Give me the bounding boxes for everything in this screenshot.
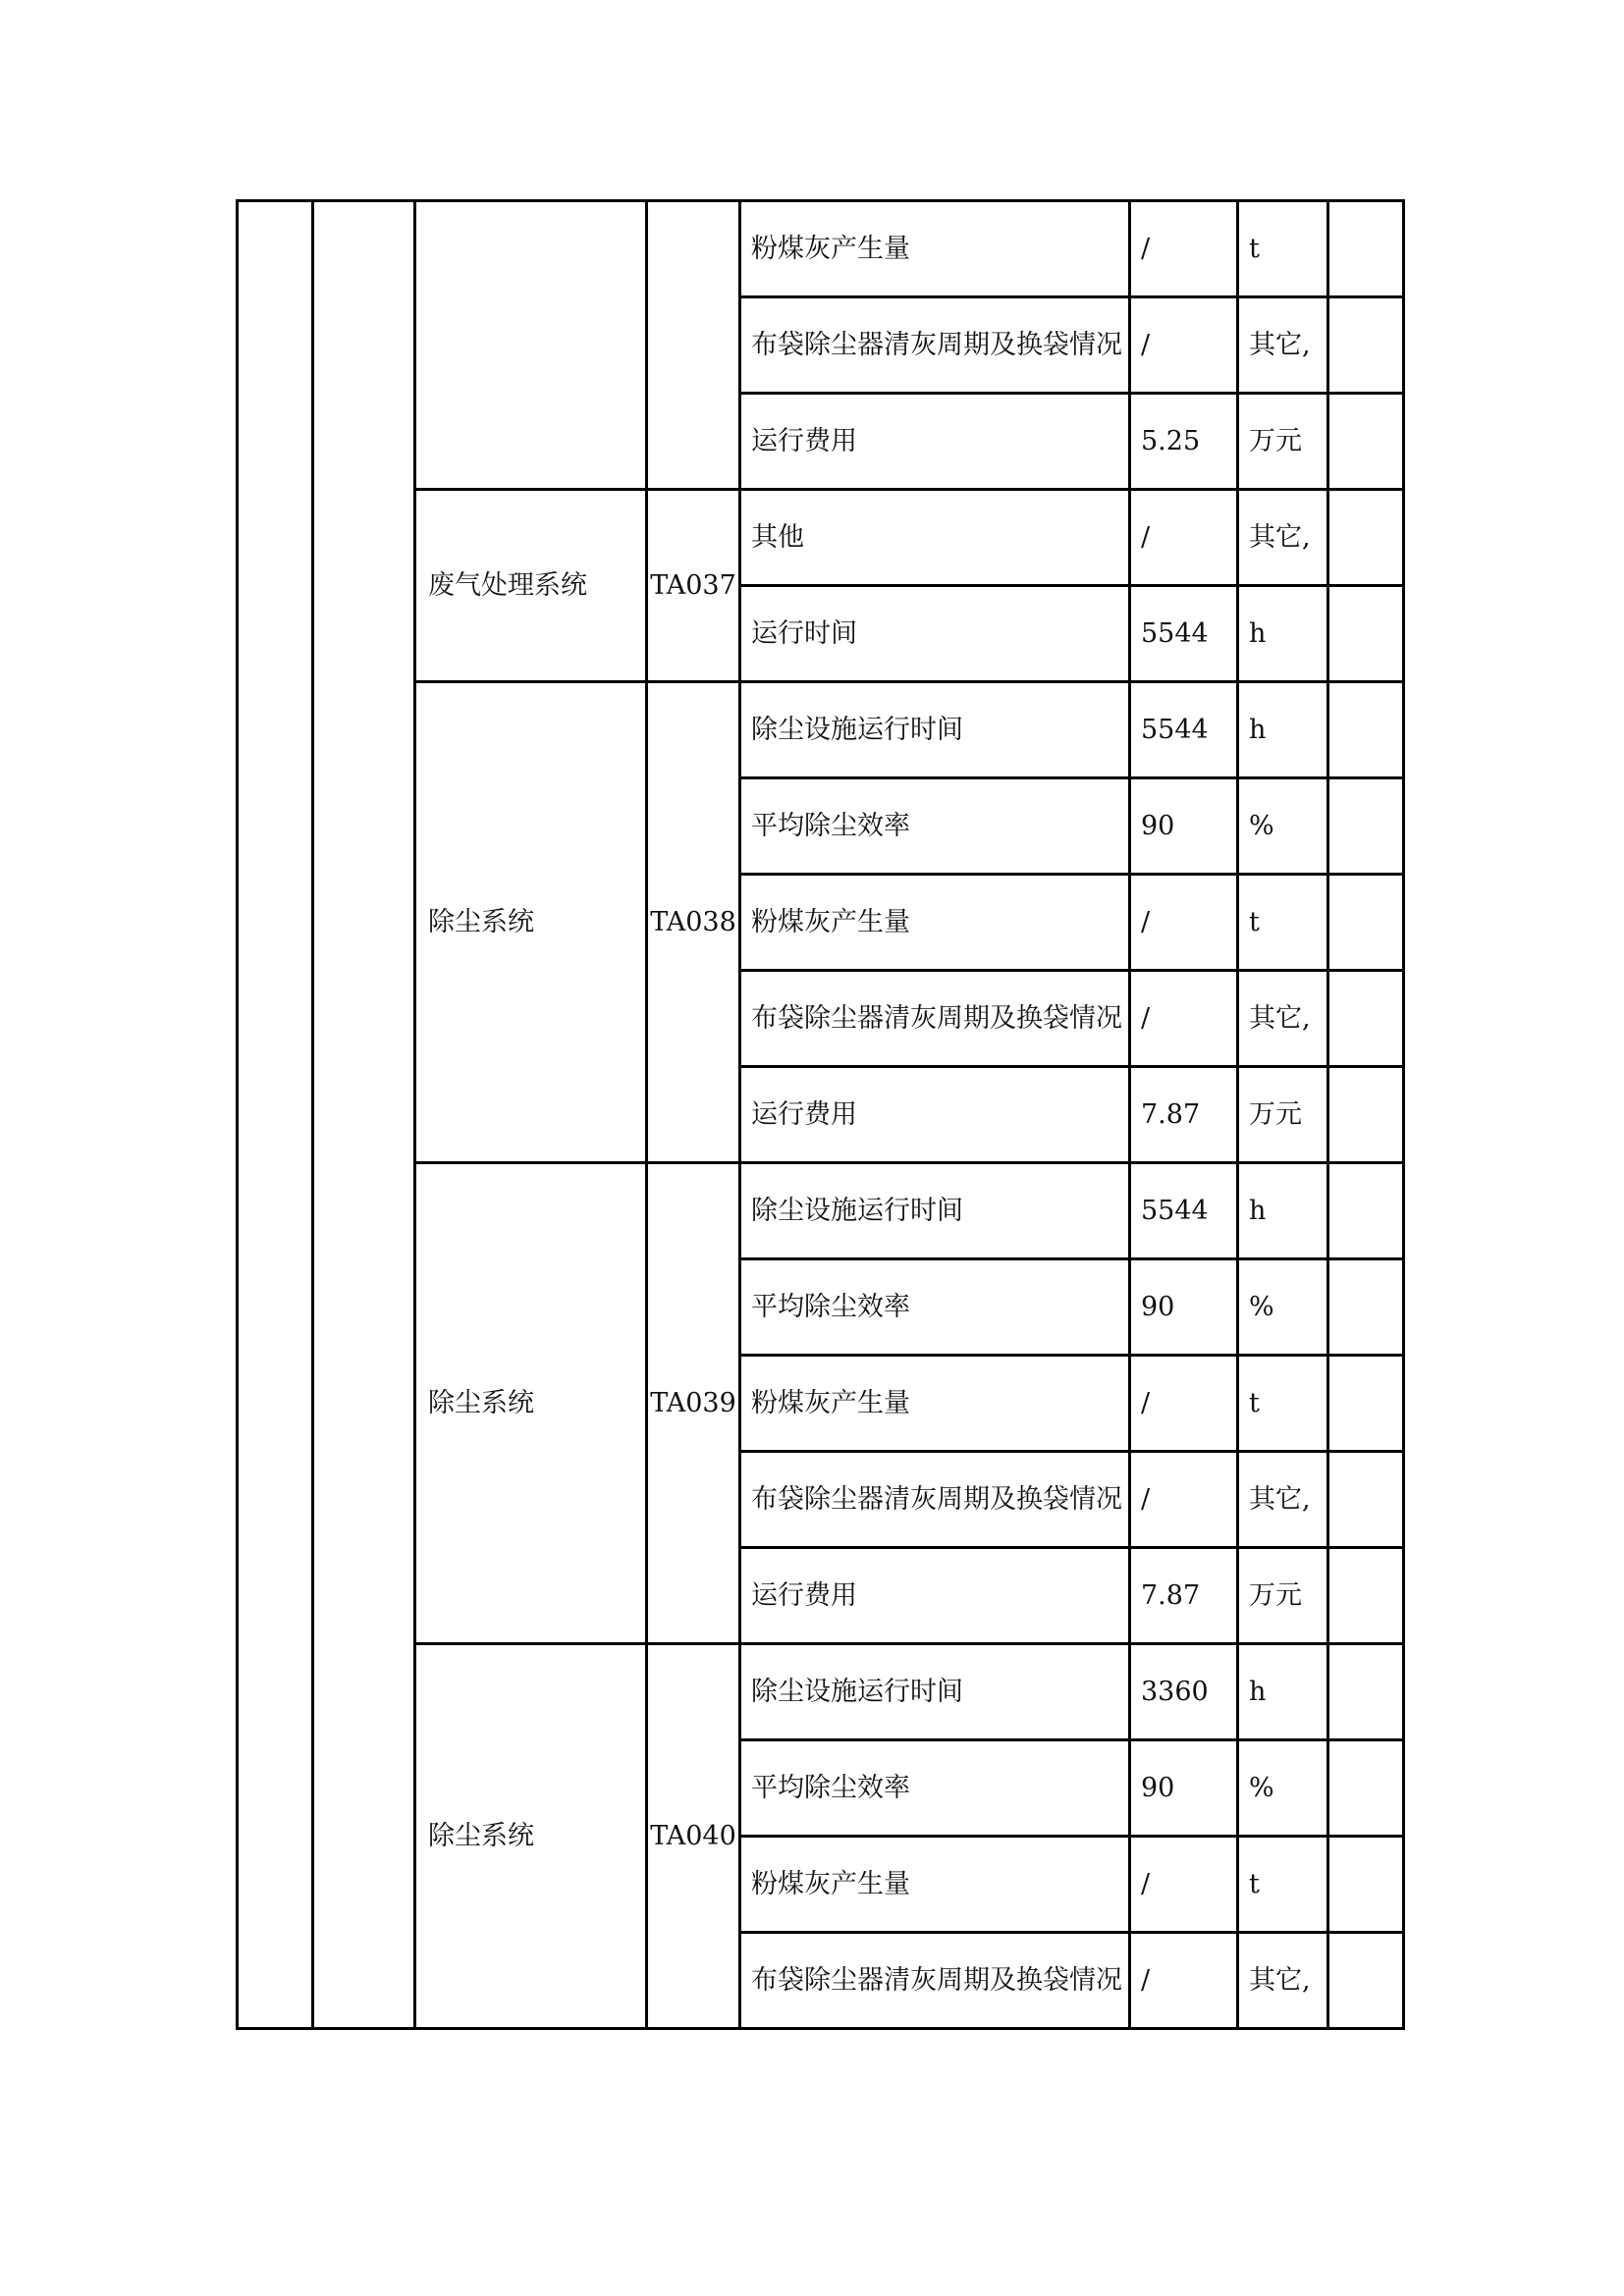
item-cell: 布袋除尘器清灰周期及换袋情况	[740, 1933, 1130, 2029]
item-cell: 粉煤灰产生量	[740, 1356, 1130, 1452]
remark-cell	[1328, 971, 1404, 1067]
code-cell: TA040	[647, 1644, 740, 2029]
remark-cell	[1328, 1452, 1404, 1548]
remark-cell	[1328, 1740, 1404, 1837]
value-cell: /	[1130, 971, 1238, 1067]
unit-cell: 万元	[1238, 1067, 1328, 1163]
unit-cell: h	[1238, 586, 1328, 682]
value-cell: 90	[1130, 778, 1238, 875]
value-cell: /	[1130, 875, 1238, 971]
item-cell: 除尘设施运行时间	[740, 1163, 1130, 1259]
remark-cell	[1328, 778, 1404, 875]
remark-cell	[1328, 1356, 1404, 1452]
remark-cell	[1328, 875, 1404, 971]
item-cell: 粉煤灰产生量	[740, 201, 1130, 297]
remark-cell	[1328, 586, 1404, 682]
unit-cell: 其它,	[1238, 1933, 1328, 2029]
item-cell: 其他	[740, 490, 1130, 586]
value-cell: 5544	[1130, 1163, 1238, 1259]
unit-cell: 其它,	[1238, 297, 1328, 394]
table-body	[238, 201, 1404, 2029]
unit-cell: t	[1238, 201, 1328, 297]
system-cell: 废气处理系统	[415, 490, 647, 682]
item-cell: 除尘设施运行时间	[740, 1644, 1130, 1740]
remark-cell	[1328, 1163, 1404, 1259]
code-cell	[647, 201, 740, 490]
unit-cell: 其它,	[1238, 490, 1328, 586]
code-cell: TA038	[647, 682, 740, 1163]
unit-cell: h	[1238, 1163, 1328, 1259]
remark-cell	[1328, 201, 1404, 297]
unit-cell: 万元	[1238, 394, 1328, 490]
unit-cell: t	[1238, 1356, 1328, 1452]
item-cell: 运行时间	[740, 586, 1130, 682]
value-cell: /	[1130, 297, 1238, 394]
sub-category-cell	[313, 201, 415, 2029]
unit-cell: t	[1238, 1837, 1328, 1933]
item-cell: 平均除尘效率	[740, 1740, 1130, 1837]
item-cell: 布袋除尘器清灰周期及换袋情况	[740, 971, 1130, 1067]
remark-cell	[1328, 1933, 1404, 2029]
value-cell: 7.87	[1130, 1067, 1238, 1163]
value-cell: 90	[1130, 1259, 1238, 1356]
unit-cell: h	[1238, 682, 1328, 778]
system-cell: 除尘系统	[415, 1163, 647, 1644]
item-cell: 除尘设施运行时间	[740, 682, 1130, 778]
value-cell: 5544	[1130, 682, 1238, 778]
value-cell: /	[1130, 201, 1238, 297]
unit-cell: %	[1238, 778, 1328, 875]
item-cell: 运行费用	[740, 1067, 1130, 1163]
unit-cell: 其它,	[1238, 1452, 1328, 1548]
code-cell: TA039	[647, 1163, 740, 1644]
value-cell: /	[1130, 1933, 1238, 2029]
outer-category-cell	[238, 201, 313, 2029]
remark-cell	[1328, 1067, 1404, 1163]
remark-cell	[1328, 394, 1404, 490]
value-cell: 5.25	[1130, 394, 1238, 490]
system-cell: 除尘系统	[415, 1644, 647, 2029]
system-cell: 除尘系统	[415, 682, 647, 1163]
item-cell: 粉煤灰产生量	[740, 875, 1130, 971]
value-cell: 7.87	[1130, 1548, 1238, 1644]
item-cell: 平均除尘效率	[740, 778, 1130, 875]
table-row	[238, 201, 1404, 297]
item-cell: 布袋除尘器清灰周期及换袋情况	[740, 297, 1130, 394]
data-table	[236, 199, 1405, 2030]
value-cell: 5544	[1130, 586, 1238, 682]
code-cell: TA037	[647, 490, 740, 682]
value-cell: /	[1130, 1452, 1238, 1548]
remark-cell	[1328, 1837, 1404, 1933]
remark-cell	[1328, 490, 1404, 586]
unit-cell: 其它,	[1238, 971, 1328, 1067]
unit-cell: h	[1238, 1644, 1328, 1740]
remark-cell	[1328, 297, 1404, 394]
value-cell: 3360	[1130, 1644, 1238, 1740]
system-cell	[415, 201, 647, 490]
unit-cell: t	[1238, 875, 1328, 971]
remark-cell	[1328, 1259, 1404, 1356]
value-cell: /	[1130, 490, 1238, 586]
item-cell: 平均除尘效率	[740, 1259, 1130, 1356]
unit-cell: 万元	[1238, 1548, 1328, 1644]
value-cell: /	[1130, 1356, 1238, 1452]
unit-cell: %	[1238, 1740, 1328, 1837]
remark-cell	[1328, 1548, 1404, 1644]
value-cell: 90	[1130, 1740, 1238, 1837]
remark-cell	[1328, 682, 1404, 778]
value-cell: /	[1130, 1837, 1238, 1933]
item-cell: 运行费用	[740, 394, 1130, 490]
item-cell: 粉煤灰产生量	[740, 1837, 1130, 1933]
item-cell: 运行费用	[740, 1548, 1130, 1644]
remark-cell	[1328, 1644, 1404, 1740]
unit-cell: %	[1238, 1259, 1328, 1356]
item-cell: 布袋除尘器清灰周期及换袋情况	[740, 1452, 1130, 1548]
